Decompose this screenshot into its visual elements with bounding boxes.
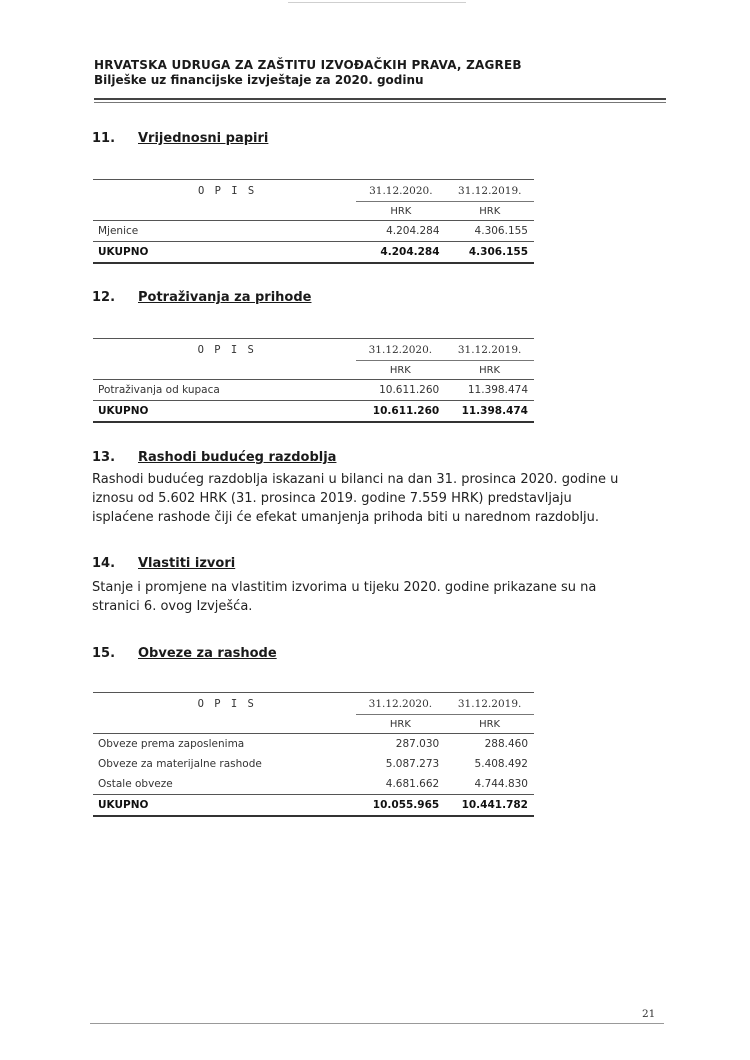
total-value-2019: 10.441.782: [445, 795, 534, 817]
paragraph-line: Stanje i promjene na vlastitim izvorima u tijeku 2020. godine prikazane su na: [92, 580, 597, 595]
row-value-2019: 5.408.492: [474, 758, 528, 770]
section-13-heading: [92, 450, 336, 465]
row-value-2019: 4.306.155: [446, 221, 534, 242]
row-description: Mjenice: [93, 221, 356, 242]
section-title: Vlastiti izvori: [138, 556, 236, 571]
section-15-heading: [92, 646, 277, 661]
section-title: Potraživanja za prihode: [138, 290, 312, 305]
col-header-2019: 31.12.2019.: [445, 693, 534, 715]
page-header: [94, 58, 666, 88]
total-value-2020: 10.611.260: [356, 401, 446, 423]
section-title: Rashodi budućeg razdoblja: [138, 450, 337, 465]
col-header-2020: 31.12.2020.: [356, 339, 446, 361]
section-number: 12.: [92, 290, 116, 305]
table-unit-row: [93, 715, 534, 734]
table-header-row: [93, 339, 534, 361]
table-header-row: [93, 180, 534, 202]
table-row: [93, 774, 534, 795]
row-value-2020: 5.087.273: [385, 758, 440, 770]
table-total-row: [93, 401, 534, 423]
section-number: 11.: [92, 131, 116, 146]
table-row: [93, 754, 534, 774]
document-subtitle: Bilješke uz financijske izvještaje za 2020. godinu: [94, 73, 424, 87]
row-value-2019: 288.460: [445, 734, 534, 755]
total-label: UKUPNO: [93, 401, 356, 423]
row-description: Obveze za materijalne rashode: [98, 758, 262, 770]
paragraph-line: stranici 6. ovog Izvješća.: [92, 599, 253, 614]
unit-2019: HRK: [445, 715, 534, 734]
unit-2020: HRK: [356, 715, 446, 734]
row-description: Ostale obveze: [98, 778, 173, 790]
top-edge-line: [288, 2, 466, 3]
organization-name: HRVATSKA UDRUGA ZA ZAŠTITU IZVOĐAČKIH PRAVA, ZAGREB: [94, 58, 522, 72]
section-12-heading: [92, 290, 311, 305]
col-header-2019: 31.12.2019.: [445, 339, 534, 361]
total-value-2020: 10.055.965: [356, 795, 446, 817]
section-11-heading: [92, 131, 268, 146]
row-value-2020: 4.681.662: [385, 778, 440, 790]
section-number: 14.: [92, 556, 116, 571]
total-value-2019: 4.306.155: [446, 242, 534, 264]
row-value-2019: 11.398.474: [445, 380, 534, 401]
col-header-2020: 31.12.2020.: [356, 180, 445, 202]
table-unit-row: [93, 361, 534, 380]
row-value-2020: 10.611.260: [356, 380, 446, 401]
col-header-description: O P I S: [93, 180, 356, 202]
row-value-2020: 287.030: [356, 734, 446, 755]
unit-2019: HRK: [445, 361, 534, 380]
col-header-description: O P I S: [93, 339, 356, 361]
section-title: Obveze za rashode: [138, 646, 277, 661]
col-header-2020: 31.12.2020.: [356, 693, 446, 715]
col-header-2019: 31.12.2019.: [446, 180, 534, 202]
section-14-heading: [92, 556, 235, 571]
table-unit-row: [93, 202, 534, 221]
total-value-2020: 4.204.284: [356, 242, 445, 264]
header-rule-thin: [94, 102, 666, 103]
unit-2020: HRK: [356, 361, 446, 380]
paragraph-line: iznosu od 5.602 HRK (31. prosinca 2019. godine 7.559 HRK) predstavljaju: [92, 491, 572, 506]
table-total-row: [93, 242, 534, 264]
table-header-row: [93, 693, 534, 715]
total-label: UKUPNO: [93, 242, 356, 264]
table-row: [93, 734, 534, 755]
footer-rule: [90, 1023, 664, 1024]
total-value-2019: 11.398.474: [445, 401, 534, 423]
table-row: [93, 221, 534, 242]
table-obveze-za-rashode: [93, 692, 534, 817]
unit-2019: HRK: [446, 202, 534, 221]
col-header-description: O P I S: [93, 693, 356, 715]
table-row: [93, 380, 534, 401]
row-description: Obveze prema zaposlenima: [93, 734, 356, 755]
section-title: Vrijednosni papiri: [138, 131, 269, 146]
paragraph-line: Rashodi budućeg razdoblja iskazani u bilanci na dan 31. prosinca 2020. godine u: [92, 472, 619, 487]
total-label: UKUPNO: [93, 795, 356, 817]
paragraph-line: isplaćene rashode čiji će efekat umanjenja prihoda biti u narednom razdoblju.: [92, 510, 600, 525]
row-value-2019: 4.744.830: [474, 778, 528, 790]
row-description: Potraživanja od kupaca: [93, 380, 356, 401]
page-number: 21: [642, 1008, 656, 1020]
section-number: 15.: [92, 646, 116, 661]
unit-2020: HRK: [356, 202, 445, 221]
section-14-paragraph: [92, 578, 670, 616]
header-rule: [94, 98, 666, 100]
table-total-row: [93, 795, 534, 817]
table-vrijednosni-papiri: [93, 179, 534, 264]
section-13-paragraph: [92, 470, 670, 527]
table-potrazivanja: [93, 338, 534, 423]
row-value-2020: 4.204.284: [356, 221, 445, 242]
section-number: 13.: [92, 450, 116, 465]
